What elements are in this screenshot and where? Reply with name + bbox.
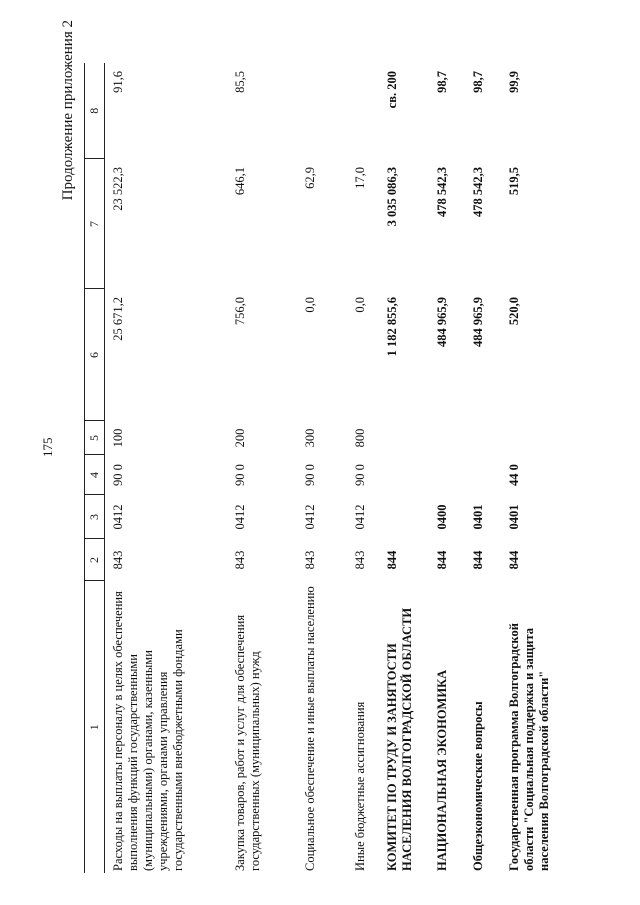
row-value-plan: 1 182 855,6 [384,297,399,357]
table-header-row [85,63,105,873]
row-name: Общеэкономические вопросы [470,701,485,871]
table-row [429,63,465,873]
row-code-ministry: 843 [352,550,367,570]
row-code-expense-type: 100 [111,428,125,448]
column-header: 1 [85,581,105,873]
row-value-percent: 98,7 [434,71,449,93]
column-header: 2 [85,539,105,581]
row-value-actual: 478 542,3 [434,167,449,217]
table-row [227,63,297,873]
row-code-target: 90 0 [232,464,247,486]
column-header: 8 [85,63,105,159]
row-value-actual: 62,9 [302,167,317,189]
row-code-section [379,495,429,539]
row-code-expense-type: 300 [302,428,317,448]
column-header: 4 [85,455,105,495]
row-code-ministry: 844 [506,550,521,570]
row-value-percent: св. 200 [384,71,399,109]
row-value-actual: 646,1 [232,167,247,196]
row-value-plan: 520,0 [506,297,521,326]
row-value-percent [347,63,379,159]
row-value-plan: 25 671,2 [111,297,125,341]
row-value-percent: 91,6 [111,71,125,93]
row-code-target [429,455,465,495]
row-value-plan: 756,0 [232,297,247,326]
row-value-percent [297,63,347,159]
row-code-expense-type: 800 [352,428,367,448]
row-value-plan: 484 965,9 [434,297,449,347]
row-code-expense-type [429,421,465,455]
row-code-target: 90 0 [352,464,367,486]
row-code-target: 90 0 [302,464,317,486]
column-header: 7 [85,159,105,289]
row-code-section: 0412 [352,504,367,530]
row-code-section: 0401 [470,504,485,530]
row-code-target: 90 0 [111,464,125,486]
row-value-actual: 23 522,3 [111,167,125,211]
row-value-percent: 85,5 [232,71,247,93]
budget-table [84,63,561,873]
row-code-expense-type [501,421,561,455]
row-code-expense-type [465,421,501,455]
row-code-ministry: 843 [232,550,247,570]
row-code-target [379,455,429,495]
row-name: Расходы на выплаты персоналу в целях обеспечения выполнения функций государственными (муниципальными) органами, казенными учреждениями, органами управления государственными внебюджетными фондами [111,591,185,871]
row-value-percent: 99,9 [506,71,521,93]
row-code-section: 0401 [506,504,521,530]
row-code-target [465,455,501,495]
row-code-expense-type [379,421,429,455]
column-header: 3 [85,495,105,539]
row-value-actual: 3 035 086,3 [384,167,399,227]
row-code-target: 44 0 [506,464,521,486]
table-row [501,63,561,873]
row-code-section: 0412 [111,504,125,530]
row-value-percent: 98,7 [470,71,485,93]
table-row [347,63,379,873]
page-number: 175 [40,437,55,457]
row-name: Социальное обеспечение и иные выплаты населению [302,586,317,871]
table-row [105,63,227,873]
row-code-ministry: 844 [470,550,485,570]
table-row [465,63,501,873]
row-name: Государственная программа Волгоградской области "Социальная поддержка и защита населения Волгоградской области" [506,623,551,871]
row-code-section: 0412 [302,504,317,530]
row-name: НАЦИОНАЛЬНАЯ ЭКОНОМИКА [434,669,449,871]
row-value-plan: 484 965,9 [470,297,485,347]
row-value-plan: 0,0 [302,297,317,313]
row-name: Иные бюджетные ассигнования [352,701,367,871]
row-code-section: 0400 [434,504,449,530]
appendix-continuation-note: Продолжение приложения 2 [60,20,76,201]
row-name: Закупка товаров, работ и услуг для обеспечения государственных (муниципальных) нужд [232,614,262,871]
row-value-actual: 478 542,3 [470,167,485,217]
table-row [379,63,429,873]
row-code-expense-type: 200 [232,428,247,448]
row-value-plan: 0,0 [352,297,367,313]
row-code-section: 0412 [232,504,247,530]
row-code-ministry: 844 [434,550,449,570]
row-code-ministry: 844 [384,550,399,570]
column-header: 5 [85,421,105,455]
column-header: 6 [85,289,105,421]
table-row [297,63,347,873]
row-value-actual: 519,5 [506,167,521,196]
row-name: КОМИТЕТ ПО ТРУДУ И ЗАНЯТОСТИ НАСЕЛЕНИЯ ВОЛГОГРАДСКОЙ ОБЛАСТИ [384,607,414,871]
row-value-actual: 17,0 [352,167,367,189]
row-code-ministry: 843 [302,550,317,570]
row-code-ministry: 843 [111,550,125,570]
